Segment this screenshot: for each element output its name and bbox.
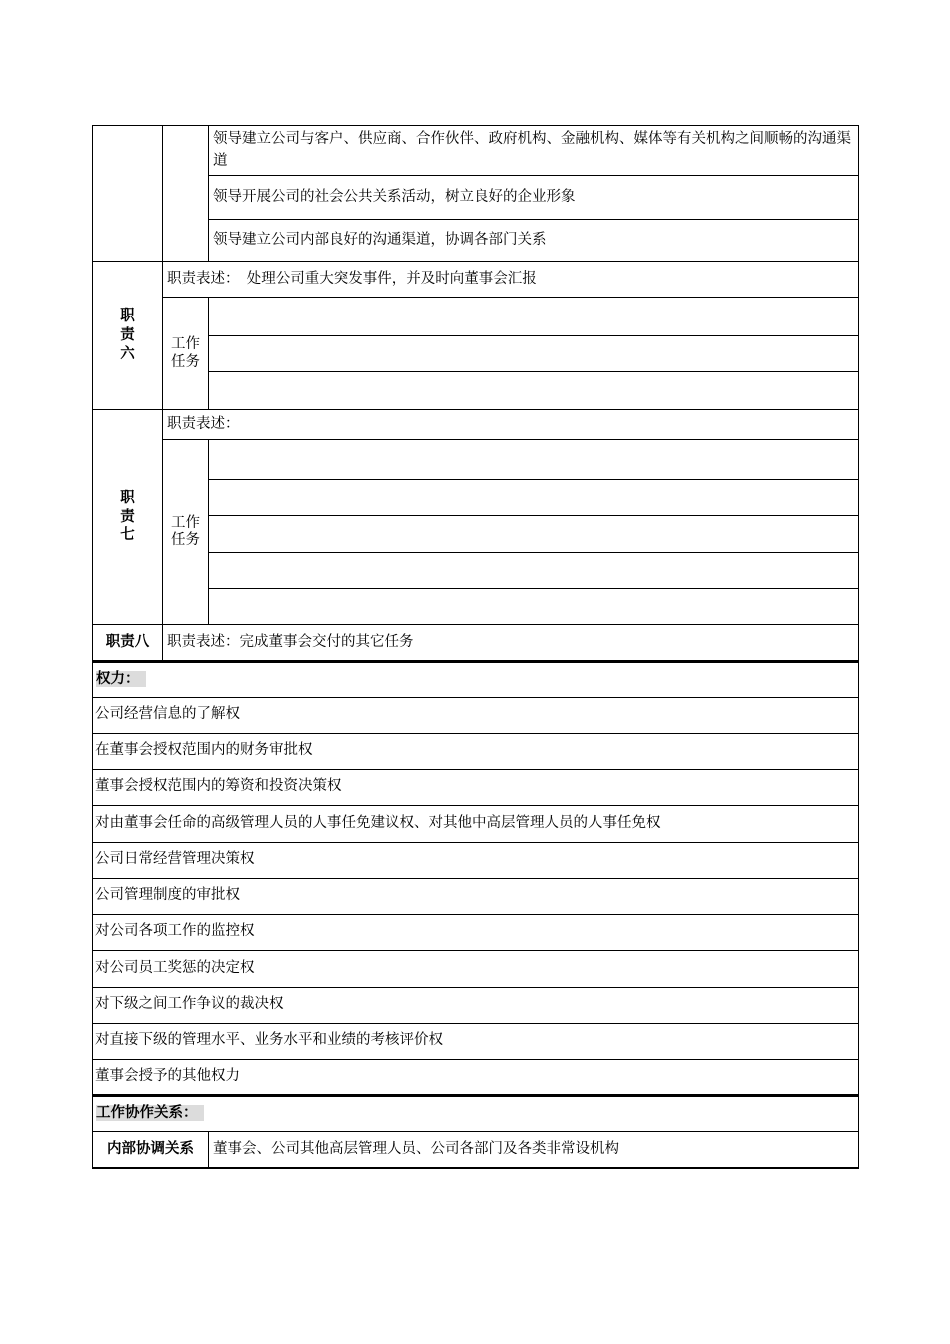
powers-table [92,662,859,1097]
duty7-task-label [163,440,209,625]
power-item: 对由董事会任命的高级管理人员的人事任免建议权、对其他中高层管理人员的人事任免权 [93,805,859,842]
duty7-task-3 [209,516,859,553]
duty5-task-label-cell [163,126,209,262]
duty5-task-3: 领导建立公司内部良好的沟通渠道，协调各部门关系 [209,220,859,262]
duty5-task-1: 领导建立公司与客户、供应商、合作伙伴、政府机构、金融机构、媒体等有关机构之间顺畅的沟通渠道 [209,126,859,176]
duty5-label-cell [93,126,163,262]
duty6-task-2 [209,336,859,372]
duty7-label-text: 职责七 [120,489,135,544]
duty7-description: 职责表述： [163,410,859,440]
duties-table [92,125,859,662]
duty8-description: 职责表述：完成董事会交付的其它任务 [163,625,859,661]
duty7-task-1 [209,440,859,480]
duty8-label: 职责八 [93,625,163,661]
duty6-label-text: 职责六 [120,308,135,362]
power-item: 对直接下级的管理水平、业务水平和业绩的考核评价权 [93,1023,859,1059]
cooperation-heading-cell [93,1097,859,1132]
internal-coordination-label: 内部协调关系 [93,1132,209,1168]
power-item: 公司日常经营管理决策权 [93,842,859,878]
power-item: 在董事会授权范围内的财务审批权 [93,733,859,769]
duty6-task-label-text: 工作任务 [171,336,200,370]
power-item: 公司经营信息的了解权 [93,697,859,733]
power-item: 公司管理制度的审批权 [93,878,859,914]
duty7-task-4 [209,553,859,589]
duty6-label [93,262,163,410]
duty6-task-label [163,298,209,410]
power-item: 对公司员工奖惩的决定权 [93,950,859,987]
duty6-task-1 [209,298,859,336]
duty6-description: 职责表述： 处理公司重大突发事件，并及时向董事会汇报 [163,262,859,298]
power-item: 董事会授予的其他权力 [93,1059,859,1095]
powers-heading-cell [93,662,859,697]
power-item: 董事会授权范围内的筹资和投资决策权 [93,769,859,805]
duty7-task-2 [209,480,859,516]
duty7-label [93,410,163,625]
cooperation-heading: 工作协作关系： [96,1105,204,1121]
internal-coordination-value: 董事会、公司其他高层管理人员、公司各部门及各类非常设机构 [209,1132,859,1168]
power-item: 对下级之间工作争议的裁决权 [93,987,859,1023]
job-description-page [92,125,859,1169]
duty5-task-2: 领导开展公司的社会公共关系活动，树立良好的企业形象 [209,176,859,220]
powers-heading: 权力： [96,671,146,687]
cooperation-table [92,1096,859,1169]
duty7-task-5 [209,589,859,625]
duty7-task-label-text: 工作任务 [171,514,200,548]
power-item: 对公司各项工作的监控权 [93,914,859,950]
duty6-task-3 [209,372,859,410]
